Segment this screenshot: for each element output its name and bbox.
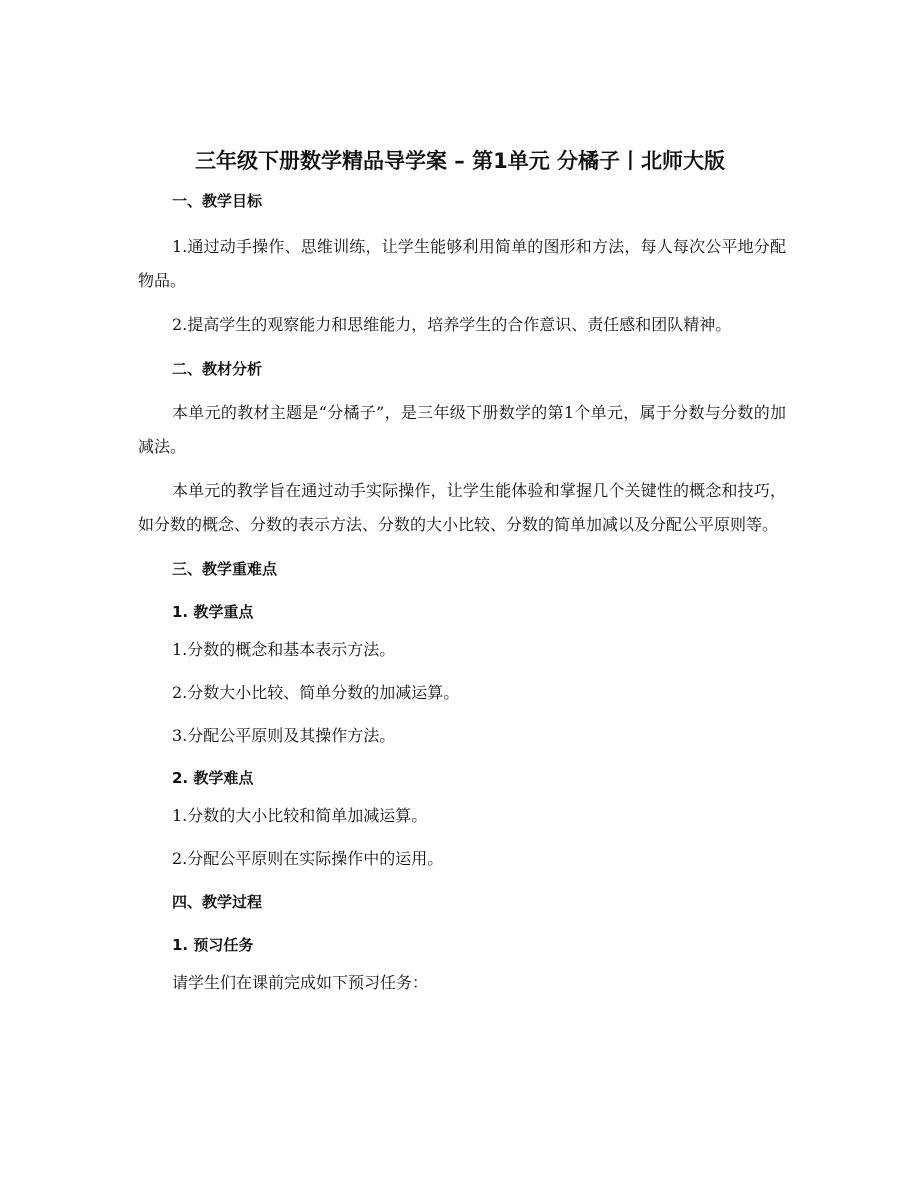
list-item: 1.分数的大小比较和简单加减运算。	[172, 806, 428, 825]
subheading-difficulty: 2. 教学难点	[172, 769, 254, 787]
goals-paragraph-1: 1.通过动手操作、思维训练，让学生能够利用简单的图形和方法，每人每次公平地分配物品。	[138, 237, 786, 290]
subheading-focus: 1. 教学重点	[172, 603, 254, 621]
list-item: 2.分数大小比较、简单分数的加减运算。	[172, 683, 460, 702]
goals-paragraph-2: 2.提高学生的观察能力和思维能力，培养学生的合作意识、责任感和团队精神。	[172, 315, 732, 334]
section-heading-analysis: 二、教材分析	[172, 360, 263, 378]
analysis-paragraph-1: 本单元的教材主题是“分橘子”，是三年级下册数学的第1个单元，属于分数与分数的加减法。	[138, 403, 786, 456]
section-heading-goals: 一、教学目标	[172, 192, 263, 210]
list-item: 2.分配公平原则在实际操作中的运用。	[172, 849, 444, 868]
list-item: 1.分数的概念和基本表示方法。	[172, 640, 396, 659]
subheading-preview: 1. 预习任务	[172, 936, 254, 954]
analysis-paragraph-2: 本单元的教学旨在通过动手实际操作，让学生能体验和掌握几个关键性的概念和技巧，如分数的概念、分数的表示方法、分数的大小比较、分数的简单加减以及分配公平原则等。	[138, 481, 786, 534]
document-title: 三年级下册数学精品导学案 – 第1单元 分橘子丨北师大版	[194, 149, 726, 173]
document-body	[138, 190, 786, 1000]
list-item: 3.分配公平原则及其操作方法。	[172, 726, 396, 745]
section-heading-process: 四、教学过程	[172, 893, 263, 911]
preview-paragraph: 请学生们在课前完成如下预习任务：	[172, 973, 429, 992]
section-heading-keypoints: 三、教学重难点	[172, 560, 278, 578]
